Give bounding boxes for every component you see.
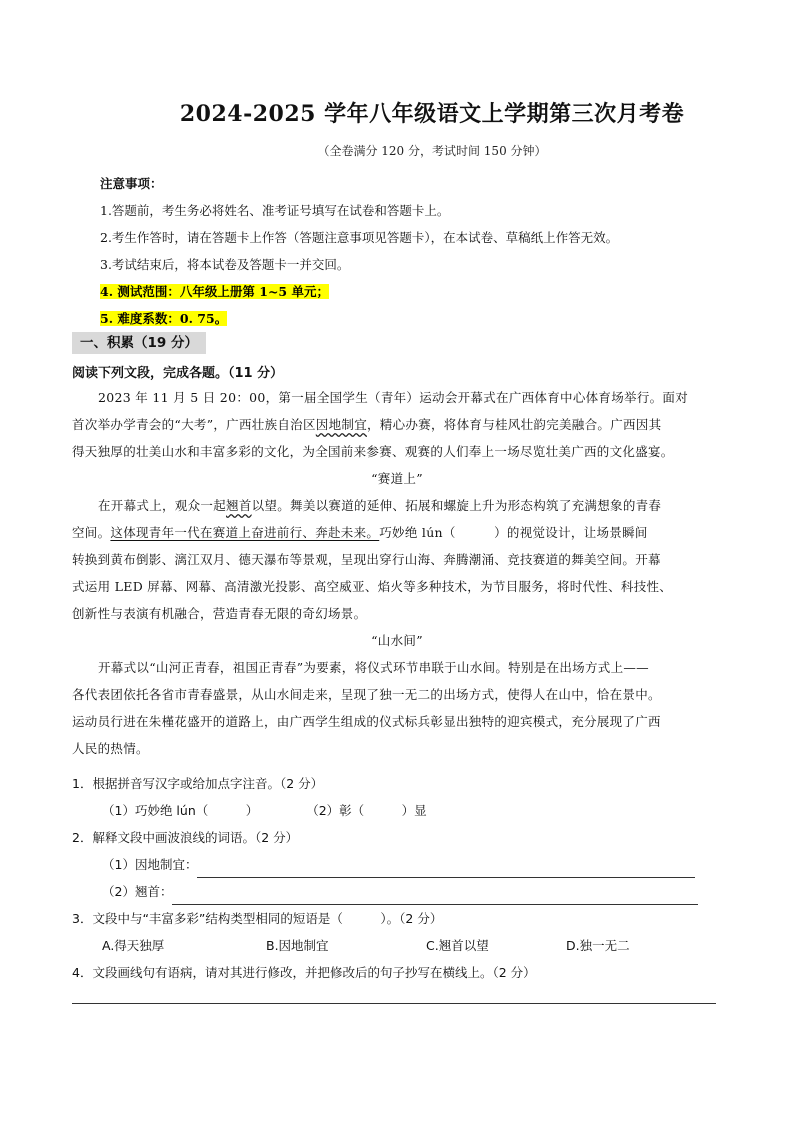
passage-line: 运动员行进在朱槿花盛开的道路上，由广西学生组成的仪式标兵彰显出独特的迎宾模式，充分展现了广西	[72, 714, 661, 729]
question-3: 3．文段中与“丰富多彩”结构类型相同的短语是（ ）。（2 分）	[72, 911, 443, 926]
passage-line: 式运用 LED 屏幕、网幕、高清激光投影、高空威亚、焰火等多种技术，为节目服务，将时代性、科技性、	[72, 579, 673, 594]
page-subtitle: （全卷满分 120 分，考试时间 150 分钟）	[317, 144, 547, 158]
option-a[interactable]: A.得天独厚	[102, 938, 165, 953]
question-1-part-2: （2）彰（ ）显	[306, 803, 427, 818]
notice-item-1: 1.答题前，考生务必将姓名、准考证号填写在试卷和答题卡上。	[100, 203, 450, 218]
notice-item-4: 4. 测试范围：八年级上册第 1~5 单元；	[100, 284, 329, 299]
question-2-part-1: （1）因地制宜：	[102, 857, 198, 872]
question-2: 2．解释文段中画波浪线的词语。（2 分）	[72, 830, 299, 845]
notice-item-3: 3.考试结束后，将本试卷及答题卡一并交回。	[100, 257, 350, 272]
question-2-part-2: （2）翘首：	[102, 884, 173, 899]
question-4: 4．文段画线句有语病，请对其进行修改，并把修改后的句子抄写在横线上。（2 分）	[72, 965, 536, 980]
option-c[interactable]: C.翘首以望	[426, 938, 489, 953]
reading-instruction: 阅读下列文段，完成各题。（11 分）	[72, 366, 284, 381]
wavy-underlined-word: 因地制宜	[315, 417, 367, 432]
section-heading: 一、积累（19 分）	[72, 332, 206, 354]
passage-line: 人民的热情。	[72, 741, 149, 756]
passage-line: 创新性与表演有机融合，营造青春无限的奇幻场景。	[72, 606, 367, 621]
notice-item-5: 5. 难度系数：0. 75。	[100, 311, 228, 326]
option-d[interactable]: D.独一无二	[566, 938, 630, 953]
passage-line: 各代表团依托各省市青春盛景，从山水间走来，呈现了独一无二的出场方式，使得人在山中，恰在景中。	[72, 687, 661, 702]
notice-block	[100, 170, 740, 332]
questions-block	[72, 770, 732, 986]
passage-subheading: “山水间”	[371, 633, 423, 648]
question-1: 1．根据拼音写汉字或给加点字注音。（2 分）	[72, 776, 324, 791]
option-b[interactable]: B.因地制宜	[266, 938, 329, 953]
passage-subheading: “赛道上”	[371, 471, 423, 486]
passage-line: 开幕式以“山河正青春，祖国正青春”为要素，将仪式环节串联于山水间。特别是在出场方式上——	[98, 660, 649, 675]
question-1-part-1: （1）巧妙绝 lún（ ）	[102, 803, 259, 818]
notice-heading: 注意事项：	[100, 176, 163, 191]
passage-line: 转换到黄布倒影、漓江双月、德天瀑布等景观，呈现出穿行山海、奔腾潮涌、竞技赛道的舞美空间。开幕	[72, 552, 661, 567]
passage-line: 首次举办学青会的“大考”，广西壮族自治区因地制宜，精心办赛，将体育与桂风壮韵完美融合。广西因其	[72, 417, 662, 432]
page-title: 2024-2025 学年八年级语文上学期第三次月考卷	[179, 101, 685, 127]
passage-line: 2023 年 11 月 5 日 20：00，第一届全国学生（青年）运动会开幕式在广西体育中心体育场举行。面对	[98, 390, 689, 405]
underlined-sentence: 这体现青年一代在赛道上奋进前行、奔赴未来。	[110, 525, 380, 540]
notice-item-2: 2.考生作答时，请在答题卡上作答（答题注意事项见答题卡），在本试卷、草稿纸上作答无效。	[100, 230, 619, 245]
answer-blank[interactable]	[172, 886, 698, 905]
answer-blank[interactable]	[197, 859, 695, 878]
passage-line: 在开幕式上，观众一起翘首以望。舞美以赛道的延伸、拓展和螺旋上升为形态构筑了充满想象的青春	[98, 498, 662, 513]
reading-passage	[72, 384, 722, 762]
wavy-underlined-word: 翘首	[226, 498, 252, 513]
passage-line: 空间。这体现青年一代在赛道上奋进前行、奔赴未来。巧妙绝 lún（ ）的视觉设计，让场景瞬间	[72, 525, 648, 540]
passage-line: 得天独厚的壮美山水和丰富多彩的文化，为全国前来参赛、观赛的人们奉上一场尽览壮美广西的文化盛宴。	[72, 444, 674, 459]
answer-line[interactable]	[72, 1003, 716, 1004]
